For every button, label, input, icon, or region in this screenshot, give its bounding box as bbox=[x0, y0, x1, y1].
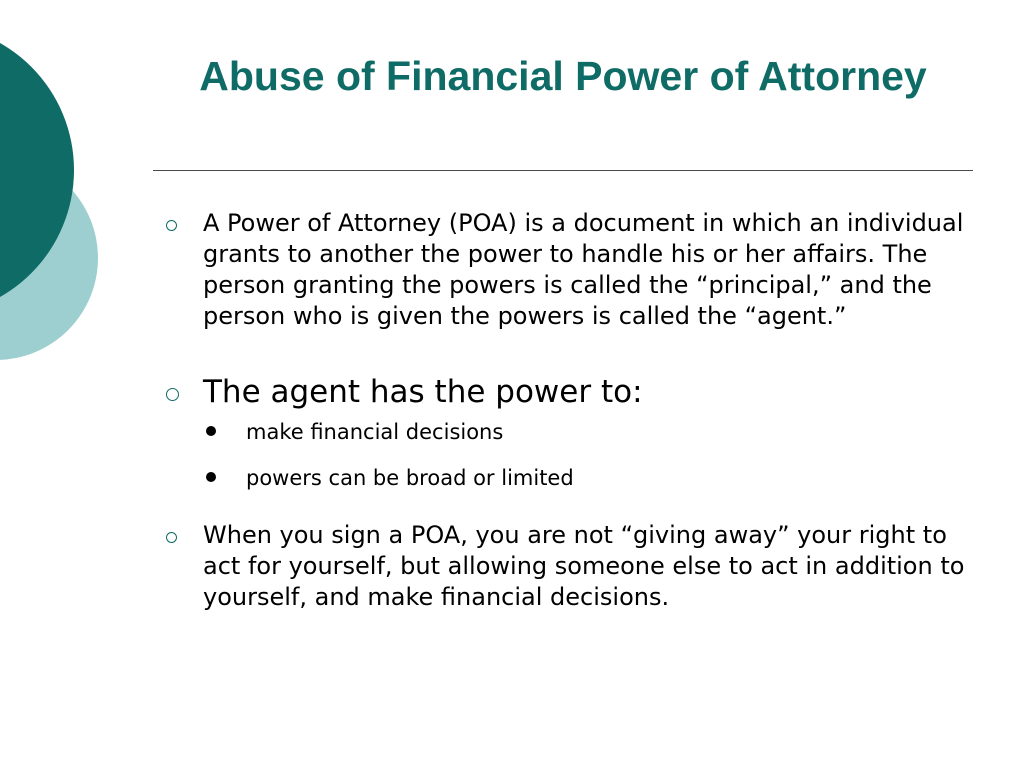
hollow-circle-bullet-icon bbox=[166, 220, 177, 231]
bullet-text: When you sign a POA, you are not “giving away” your right to act for yourself, but allowing someone else to act in addition to yourself, and make financial decisions. bbox=[203, 521, 965, 611]
bullet-text: The agent has the power to: bbox=[203, 374, 643, 410]
filled-dot-bullet-icon bbox=[206, 472, 216, 482]
hollow-circle-bullet-icon bbox=[166, 388, 179, 401]
title-divider bbox=[153, 170, 973, 171]
bullet-text: A Power of Attorney (POA) is a document in which an individual grants to another the power to handle his or her affairs. The person granting the powers is called the “principal,” and the person who is given the powers is called the “agent.” bbox=[203, 209, 964, 330]
sub-bullet-text: powers can be broad or limited bbox=[246, 466, 574, 490]
decorative-circles bbox=[0, 0, 110, 410]
bullet-item bbox=[162, 520, 972, 613]
bullet-item bbox=[162, 373, 972, 492]
sub-bullet-item bbox=[203, 464, 972, 492]
hollow-circle-bullet-icon bbox=[166, 532, 177, 543]
sub-bullet-text: make financial decisions bbox=[246, 420, 504, 444]
sub-bullet-item bbox=[203, 418, 972, 446]
filled-dot-bullet-icon bbox=[206, 426, 216, 436]
bullet-list bbox=[162, 208, 972, 613]
slide-title: Abuse of Financial Power of Attorney bbox=[199, 53, 927, 99]
bullet-item bbox=[162, 208, 972, 332]
